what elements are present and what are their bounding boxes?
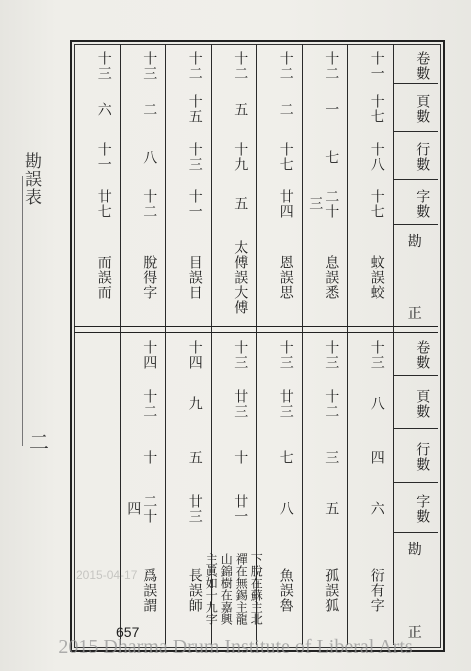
correction-line: 山錦樹在嘉興 [219,553,234,626]
cell-correction: 太傅誤大傅 [232,239,249,315]
cell-zi: 十二 [141,188,158,219]
header-zi: 字數 [414,493,431,524]
cell-ye: 十二 [141,388,158,419]
cell-zi: 六 [368,501,385,517]
cell-zi: 二十三 [307,188,340,219]
row-rule [393,224,439,225]
header-kan [400,538,430,643]
cell-hang: 十七 [277,142,294,173]
header-zheng-char: 正 [407,305,423,322]
header-zheng-char: 正 [407,624,423,641]
watermark: 2015 Dharma Drum Institute of Liberal Arts [58,636,413,658]
cell-zi: 十七 [368,188,385,219]
cell-zi: 廿七 [95,188,112,219]
header-ye: 頁數 [414,94,431,125]
cell-juan: 十三 [277,339,294,370]
correction-line: 禪在無錫主龍 [234,553,249,626]
cell-juan: 十二 [277,50,294,81]
header-juan: 卷數 [414,339,431,370]
row-rule [393,83,439,84]
cell-ye: 廿三 [277,388,294,419]
cell-correction: 蚊誤蛟 [368,254,385,300]
cell-correction: 而誤而 [95,254,112,300]
cell-hang: 十 [141,449,158,465]
cell-zi: 五 [323,501,340,517]
cell-hang: 十 [232,449,249,465]
cell-zi: 廿三 [186,493,203,524]
column-rule [120,44,121,645]
header-zi: 字數 [414,188,431,219]
header-kan-char: 勘 [407,234,423,251]
cell-correction: 息誤悉 [323,254,340,300]
ghost-stamp: 2015-04-17 [76,568,138,582]
cell-ye: 九 [186,396,203,412]
cell-zi: 廿四 [277,188,294,219]
cell-zi: 八 [277,501,294,517]
cell-juan: 十二 [186,50,203,81]
cell-ye: 一 [323,101,340,117]
cell-hang: 四 [368,449,385,465]
row-rule [393,482,439,483]
cell-ye: 二 [141,101,158,117]
cell-juan: 十二 [232,50,249,81]
cell-ye: 廿三 [232,388,249,419]
correction-line: 下脫在蘇主北 [249,553,264,626]
header-juan: 卷數 [414,50,431,81]
margin-page-number: 二 [29,430,49,454]
page-number: 657 [116,624,140,640]
row-rule [393,375,439,376]
cell-hang: 三 [323,449,340,465]
row-rule [393,532,439,533]
cell-ye: 五 [232,101,249,117]
cell-hang: 八 [141,149,158,165]
cell-juan: 十三 [95,50,112,81]
cell-correction [204,538,264,641]
cell-correction: 脫得字 [141,254,158,300]
cell-ye: 十五 [186,94,203,125]
correction-line: 主眞如十九字 [204,553,219,626]
cell-hang: 十一 [95,142,112,173]
cell-correction: 目誤日 [186,254,203,300]
cell-juan: 十三 [323,339,340,370]
cell-juan: 十四 [141,339,158,370]
cell-correction: 孤誤狐 [323,567,340,613]
cell-juan: 十三 [232,339,249,370]
cell-hang: 五 [186,449,203,465]
cell-ye: 十二 [323,388,340,419]
cell-juan: 十三 [141,50,158,81]
column-rule [165,44,166,645]
cell-juan: 十四 [186,339,203,370]
margin-rule [22,176,23,446]
cell-correction: 衍有字 [368,567,385,613]
cell-correction: 恩誤思 [277,254,294,300]
cell-correction: 爲誤謂 [141,567,158,613]
cell-juan: 十三 [368,339,385,370]
cell-zi: 十一 [186,188,203,219]
cell-ye: 八 [368,396,385,412]
cell-ye: 二 [277,101,294,117]
header-hang: 行數 [414,142,431,173]
cell-hang: 十九 [232,142,249,173]
cell-hang: 七 [277,449,294,465]
section-divider [74,326,438,333]
cell-juan: 十二 [323,50,340,81]
column-rule [302,44,303,645]
header-ye: 頁數 [414,388,431,419]
cell-zi: 二十四 [125,493,158,524]
cell-correction: 長誤師 [186,567,203,613]
row-rule [393,131,439,132]
cell-ye: 十七 [368,94,385,125]
margin-title: 勘誤表 [21,152,41,206]
row-rule [393,179,439,180]
cell-zi: 廿一 [232,493,249,524]
cell-hang: 十三 [186,142,203,173]
cell-zi: 五 [232,196,249,212]
header-kan [400,230,430,324]
column-rule [393,44,394,645]
cell-hang: 十八 [368,142,385,173]
cell-hang: 七 [323,149,340,165]
row-rule [393,428,439,429]
cell-juan: 十一 [368,50,385,81]
header-hang: 行數 [414,442,431,473]
column-rule [347,44,348,645]
header-kan-char: 勘 [407,541,423,558]
cell-correction: 魚誤魯 [277,567,294,613]
cell-ye: 六 [95,101,112,117]
